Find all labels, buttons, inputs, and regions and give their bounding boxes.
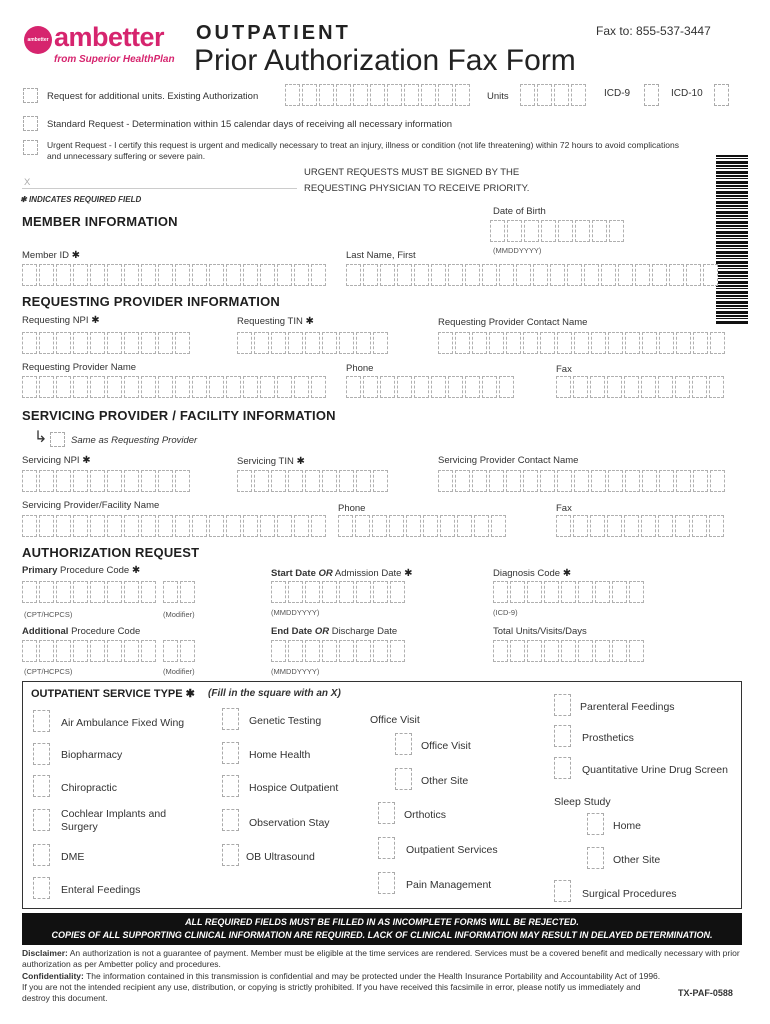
member-heading: MEMBER INFORMATION xyxy=(22,214,178,229)
req-name-label: Requesting Provider Name xyxy=(22,362,137,373)
req-fax-label: Fax xyxy=(556,364,572,375)
svc-check-cochlear[interactable] xyxy=(33,809,50,831)
required-icon: ✱ xyxy=(91,315,100,326)
modifier-hint-1: (Modifier) xyxy=(163,610,195,619)
member-id-boxes[interactable] xyxy=(22,264,326,286)
svc-check-sleep-other-site[interactable] xyxy=(587,847,604,869)
svc-check-home-health[interactable] xyxy=(222,742,239,764)
modifier-hint-2: (Modifier) xyxy=(163,667,195,676)
svc-label: Genetic Testing xyxy=(249,715,322,727)
svc-label: OB Ultrasound xyxy=(246,851,315,863)
svc-name-label: Servicing Provider/Facility Name xyxy=(22,500,160,511)
member-name-boxes[interactable] xyxy=(346,264,718,286)
svc-check-hospice[interactable] xyxy=(222,775,239,797)
form-title-top: OUTPATIENT xyxy=(196,22,351,44)
svc-fax-label: Fax xyxy=(556,503,572,514)
additional-proc-label: Additional Procedure Code xyxy=(22,626,141,637)
svc-label: Biopharmacy xyxy=(61,749,123,761)
required-icon: ✱ xyxy=(404,568,413,579)
svc-contact-label: Servicing Provider Contact Name xyxy=(438,455,579,466)
svc-label: Parenteral Feedings xyxy=(580,701,675,713)
brand-subtitle: from Superior HealthPlan xyxy=(54,54,175,65)
office-visit-heading: Office Visit xyxy=(370,714,420,726)
req-fax-boxes[interactable] xyxy=(556,376,724,398)
req-phone-label: Phone xyxy=(346,363,374,374)
svc-check-outpatient-services[interactable] xyxy=(378,837,395,859)
icd9-checkbox[interactable] xyxy=(644,84,659,106)
required-icon: ✱ xyxy=(185,688,195,700)
svc-label: Chiropractic xyxy=(61,782,118,794)
fax-number: Fax to: 855-537-3447 xyxy=(596,24,711,38)
svc-check-genetic[interactable] xyxy=(222,708,239,730)
req-tin-label: Requesting TIN ✱ xyxy=(237,316,314,327)
primary-modifier-boxes[interactable] xyxy=(163,581,195,603)
cpt-hint-2: (CPT/HCPCS) xyxy=(24,667,73,676)
required-icon: ✱ xyxy=(305,316,314,327)
additional-units-label: Request for additional units. Existing Authorization xyxy=(47,91,259,102)
svc-label: Hospice Outpatient xyxy=(249,782,339,794)
brand-logo-badge: ambetter xyxy=(24,26,52,54)
diagnosis-label: Diagnosis Code ✱ xyxy=(493,568,572,579)
req-npi-boxes[interactable] xyxy=(22,332,190,354)
units-boxes[interactable] xyxy=(520,84,586,106)
existing-auth-boxes[interactable] xyxy=(285,84,470,106)
start-date-label: Start Date OR Admission Date ✱ xyxy=(271,568,413,579)
member-id-label: Member ID ✱ xyxy=(22,250,81,261)
icd10-checkbox[interactable] xyxy=(714,84,729,106)
req-name-boxes[interactable] xyxy=(22,376,326,398)
start-date-boxes[interactable] xyxy=(271,581,405,603)
same-as-checkbox[interactable] xyxy=(50,432,65,447)
last-first-label: Last Name, First xyxy=(346,250,416,261)
icd9-label: ICD-9 xyxy=(604,88,631,99)
total-units-boxes[interactable] xyxy=(493,640,644,662)
svc-check-orthotics[interactable] xyxy=(378,802,395,824)
svc-check-chiropractic[interactable] xyxy=(33,775,50,797)
urgent-request-checkbox[interactable] xyxy=(23,140,38,155)
required-note-text: INDICATES REQUIRED FIELD xyxy=(28,195,142,204)
svc-check-dme[interactable] xyxy=(33,844,50,866)
req-phone-boxes[interactable] xyxy=(346,376,514,398)
svc-label: Home Health xyxy=(249,749,311,761)
additional-proc-boxes[interactable] xyxy=(22,640,156,662)
arrow-icon: ↳ xyxy=(34,429,48,446)
svc-label: Prosthetics xyxy=(582,732,634,744)
confidentiality: Confidentiality: The information contained in this transmission is confidential and may be protected under the Health Insurance Portability and Accountability Act of 1996. If you are not the intended recipient any use, distribution, or copying is strictly prohibited. If you have received this facsimile in error, please notify us immediately and destroy this document. xyxy=(22,971,661,1003)
total-units-label: Total Units/Visits/Days xyxy=(493,626,587,637)
svc-check-enteral[interactable] xyxy=(33,877,50,899)
svc-label: Quantitative Urine Drug Screen xyxy=(582,764,728,776)
svc-label: Surgical Procedures xyxy=(582,888,677,900)
req-tin-boxes[interactable] xyxy=(237,332,388,354)
svc-label: Other Site xyxy=(613,854,661,866)
svc-label: DME xyxy=(61,851,85,863)
signature-x: X xyxy=(24,177,31,188)
units-label: Units xyxy=(487,91,509,102)
form-title: Prior Authorization Fax Form xyxy=(194,44,576,77)
date-hint-1: (MMDDYYYY) xyxy=(271,608,320,617)
required-icon: ✱ xyxy=(82,455,91,466)
svc-check-observation[interactable] xyxy=(222,809,239,831)
svc-tin-label: Servicing TIN ✱ xyxy=(237,456,305,467)
sleep-study-heading: Sleep Study xyxy=(554,796,611,808)
urgent-note-2: REQUESTING PHYSICIAN TO RECEIVE PRIORITY. xyxy=(304,183,530,194)
svc-label: Air Ambulance Fixed Wing xyxy=(61,717,185,729)
svc-label: Other Site xyxy=(421,775,469,787)
svc-tin-boxes[interactable] xyxy=(237,470,388,492)
svc-label: Home xyxy=(613,820,642,832)
warning-banner xyxy=(22,913,742,945)
svc-label: Observation Stay xyxy=(249,817,330,829)
required-icon: ✱ xyxy=(562,568,572,579)
req-contact-boxes[interactable] xyxy=(438,332,725,354)
dob-boxes[interactable] xyxy=(490,220,624,242)
diagnosis-boxes[interactable] xyxy=(493,581,644,603)
cpt-hint-1: (CPT/HCPCS) xyxy=(24,610,73,619)
svc-check-prosthetics[interactable] xyxy=(554,725,571,747)
urgent-request-label: Urgent Request - I certify this request is urgent and medically necessary to treat an injury, illness or condition (not life threatening) within 72 hours to avoid complications and unnecessary suffering or severe pain. xyxy=(47,140,679,161)
standard-request-checkbox[interactable] xyxy=(23,116,38,131)
same-as-label: Same as Requesting Provider xyxy=(71,435,198,446)
svc-check-office-visit[interactable] xyxy=(395,733,412,755)
servicing-heading: SERVICING PROVIDER / FACILITY INFORMATION xyxy=(22,408,336,423)
dob-label: Date of Birth xyxy=(493,206,546,217)
svc-check-ob-ultrasound[interactable] xyxy=(222,844,239,866)
end-date-label: End Date OR Discharge Date xyxy=(271,626,398,637)
primary-proc-boxes[interactable] xyxy=(22,581,156,603)
req-npi-label: Requesting NPI ✱ xyxy=(22,315,100,326)
standard-request-label: Standard Request - Determination within 15 calendar days of receiving all necessary information xyxy=(47,119,453,130)
required-icon: ✱ xyxy=(131,565,141,576)
icd-hint: (ICD-9) xyxy=(493,608,518,617)
brand-logo: ambetter xyxy=(54,22,165,52)
svc-label: Outpatient Services xyxy=(406,844,498,856)
required-icon: ✱ xyxy=(71,250,81,261)
additional-units-checkbox[interactable] xyxy=(23,88,38,103)
svc-check-surgical[interactable] xyxy=(554,880,571,902)
svc-check-air-ambulance[interactable] xyxy=(33,710,50,732)
dob-format: (MMDDYYYY) xyxy=(493,246,542,255)
svc-check-biopharmacy[interactable] xyxy=(33,743,50,765)
svc-fax-boxes[interactable] xyxy=(556,515,724,537)
svc-check-office-other-site[interactable] xyxy=(395,768,412,790)
barcode xyxy=(716,155,748,325)
svc-label: Pain Management xyxy=(406,879,492,891)
warning-line-1: ALL REQUIRED FIELDS MUST BE FILLED IN AS INCOMPLETE FORMS WILL BE REJECTED. xyxy=(185,917,579,927)
auth-heading: AUTHORIZATION REQUEST xyxy=(22,545,200,560)
svc-name-boxes[interactable] xyxy=(22,515,326,537)
svc-label: Cochlear Implants and Surgery xyxy=(61,808,167,833)
svc-npi-boxes[interactable] xyxy=(22,470,190,492)
signature-field[interactable] xyxy=(22,174,297,189)
warning-line-2: COPIES OF ALL SUPPORTING CLINICAL INFORMATION ARE REQUIRED. LACK OF CLINICAL INFORMATION MAY RESULT IN DELAYED DETERMINATION. xyxy=(51,930,713,940)
svc-check-parenteral[interactable] xyxy=(554,694,571,716)
service-type-heading: OUTPATIENT SERVICE TYPE ✱ xyxy=(31,688,195,700)
svc-check-sleep-home[interactable] xyxy=(587,813,604,835)
svc-label: Office Visit xyxy=(421,740,471,752)
form-code: TX-PAF-0588 xyxy=(678,988,733,998)
svc-check-urine-drug[interactable] xyxy=(554,757,571,779)
urgent-note-1: URGENT REQUESTS MUST BE SIGNED BY THE xyxy=(304,167,520,178)
req-contact-label: Requesting Provider Contact Name xyxy=(438,317,588,328)
svc-phone-boxes[interactable] xyxy=(338,515,506,537)
svc-check-pain-management[interactable] xyxy=(378,872,395,894)
requesting-heading: REQUESTING PROVIDER INFORMATION xyxy=(22,294,281,309)
required-icon: ✱ xyxy=(296,456,305,467)
required-icon: ✱ xyxy=(20,195,29,204)
end-date-boxes[interactable] xyxy=(271,640,405,662)
svc-contact-boxes[interactable] xyxy=(438,470,725,492)
required-note xyxy=(20,195,141,204)
disclaimer: Disclaimer: An authorization is not a guarantee of payment. Member must be eligible at the time services are rendered. Services must be a covered benefit and medically necessary with prior authorization as per Ambetter policy and procedures. xyxy=(22,948,740,969)
additional-modifier-boxes[interactable] xyxy=(163,640,195,662)
service-type-hint: (Fill in the square with an X) xyxy=(208,688,341,699)
primary-proc-label: Primary Procedure Code ✱ xyxy=(22,565,141,576)
svc-label: Orthotics xyxy=(404,809,447,821)
svc-npi-label: Servicing NPI ✱ xyxy=(22,455,91,466)
icd10-label: ICD-10 xyxy=(671,88,703,99)
svc-phone-label: Phone xyxy=(338,503,366,514)
svc-label: Enteral Feedings xyxy=(61,884,141,896)
date-hint-2: (MMDDYYYY) xyxy=(271,667,320,676)
